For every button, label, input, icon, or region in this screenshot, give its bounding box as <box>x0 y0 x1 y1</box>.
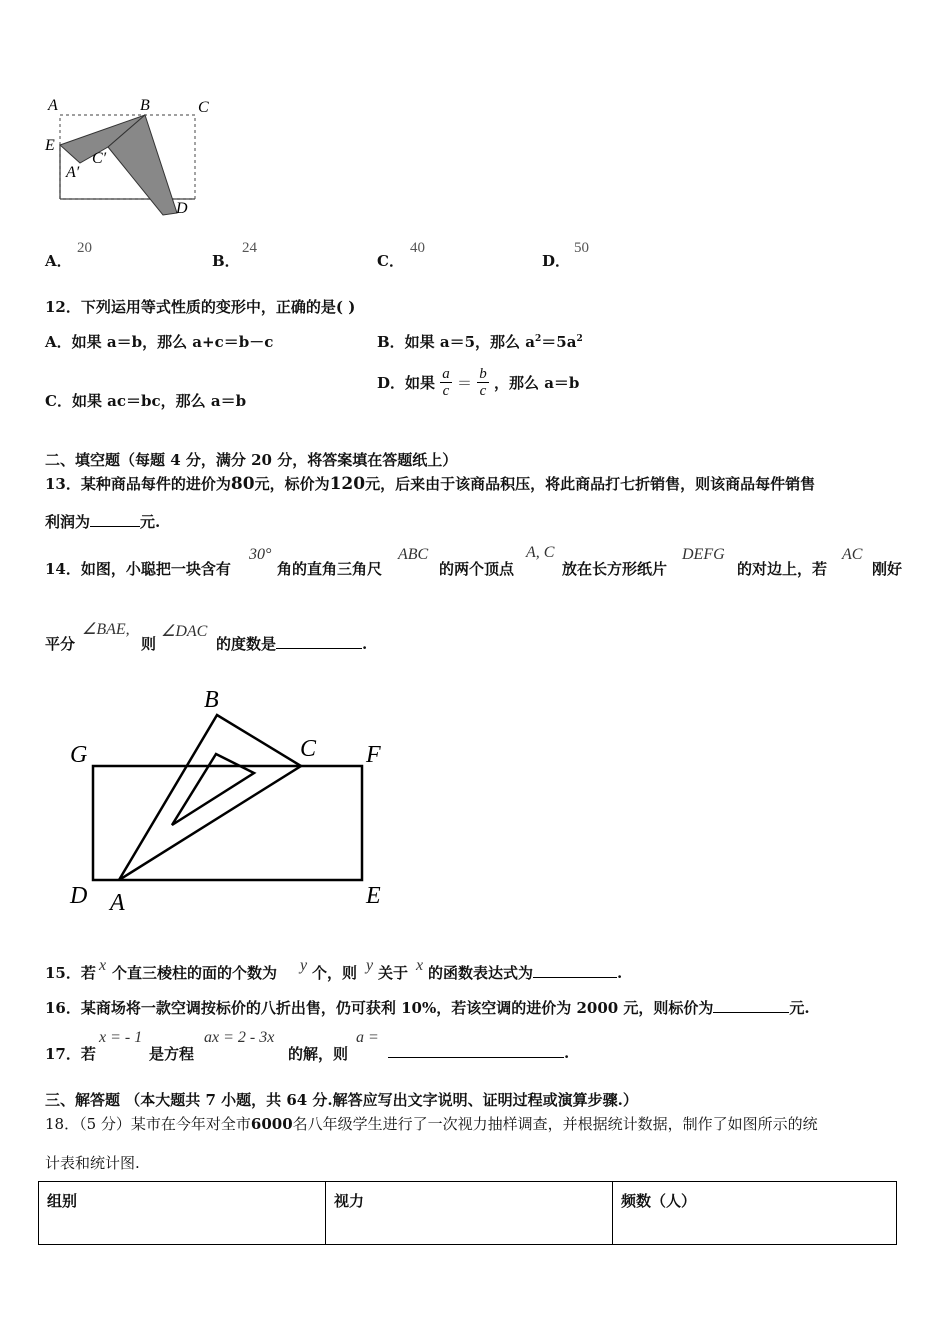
q14-stem-1: 14．如图，小聪把一块含有 <box>45 560 231 578</box>
q17-stem-2: 是方程 <box>149 1045 195 1063</box>
q11-option-a-value: 20 <box>77 240 92 256</box>
q11-option-c[interactable] <box>377 250 404 271</box>
answer-blank[interactable] <box>276 634 362 649</box>
label-B: B <box>204 687 219 713</box>
math-a-c: A, C <box>526 544 555 561</box>
text: 18．（5 分）某市在今年对全市 <box>45 1115 251 1133</box>
q17-stem-3: 的解，则 <box>288 1045 349 1063</box>
q18-line1 <box>45 1113 818 1134</box>
answer-blank[interactable] <box>388 1043 564 1058</box>
label-A: A <box>48 97 58 114</box>
q15-stem-5 <box>428 962 622 983</box>
numerator: b <box>479 366 487 382</box>
label-A-prime: A′ <box>66 164 80 181</box>
fraction-b-over-c <box>477 366 489 399</box>
q12-option-d[interactable] <box>377 366 579 399</box>
q14-stem-2: 角的直角三角尺 <box>277 560 383 578</box>
equals-sign: ＝ <box>456 374 472 392</box>
math-30deg: 30° <box>249 546 272 563</box>
text: 元. <box>789 999 810 1017</box>
option-text: ＝5a <box>541 333 577 351</box>
q14-stem-3: 的两个顶点 <box>439 560 515 578</box>
math-x: x <box>99 957 107 974</box>
answer-blank[interactable] <box>90 512 140 527</box>
text: . <box>617 964 623 982</box>
text: 13．某种商品每件的进价为 <box>45 475 231 493</box>
label-C-prime: C′ <box>92 150 107 167</box>
q14-stem-8: 则 <box>141 635 157 653</box>
denominator: c <box>442 383 450 399</box>
q14-stem-9 <box>216 633 367 654</box>
math-x: x <box>416 957 424 974</box>
q11-option-d-value: 50 <box>574 240 589 256</box>
math-y: y <box>366 957 374 974</box>
label-E: E <box>366 883 381 909</box>
student-count: 6000 <box>250 1115 293 1133</box>
label-D: D <box>70 883 88 909</box>
math-x-eq-neg1: x = - 1 <box>99 1029 143 1046</box>
answer-blank[interactable] <box>713 998 789 1013</box>
numerator: a <box>442 366 450 382</box>
q12-option-a[interactable]: A．如果 a＝b，那么 a+c＝b－c <box>45 333 274 351</box>
denominator: c <box>479 383 487 399</box>
option-key: C． <box>377 252 404 270</box>
rectangle-defg <box>93 766 362 880</box>
option-key: B． <box>212 252 240 270</box>
price-tag: 120 <box>329 474 366 494</box>
q15-stem-3: 个，则 <box>312 964 358 982</box>
q12-option-b[interactable] <box>377 331 583 352</box>
q17-blank <box>388 1043 569 1062</box>
math-equation: ax = 2 - 3x <box>204 1029 275 1046</box>
inner-triangle <box>172 754 254 825</box>
text: 利润为 <box>45 513 91 531</box>
q11-option-c-value: 40 <box>410 240 425 256</box>
label-C: C <box>198 99 209 116</box>
text: 元，后来由于该商品积压，将此商品打七折销售，则该商品每件销售 <box>365 475 816 493</box>
q13-line2 <box>45 511 160 532</box>
q18-line2: 计表和统计图. <box>45 1154 140 1172</box>
q15-stem-4: 关于 <box>378 964 409 982</box>
superscript: 2 <box>535 334 542 344</box>
text: 元. <box>140 513 161 531</box>
triangle-rectangle-figure <box>60 680 400 915</box>
text: . <box>362 635 368 653</box>
math-a-eq: a = <box>356 1029 379 1046</box>
fraction-a-over-c <box>440 366 452 399</box>
section-3-heading: 三、解答题 （本大题共 7 小题，共 64 分.解答应写出文字说明、证明过程或演算步骤.） <box>45 1091 638 1109</box>
q11-option-b[interactable] <box>212 250 240 271</box>
q12-option-c[interactable]: C．如果 ac＝bc，那么 a＝b <box>45 392 247 410</box>
triangle-abc <box>119 715 301 880</box>
label-A: A <box>110 890 125 915</box>
option-text: ，那么 a＝b <box>493 374 580 392</box>
math-abc: ABC <box>398 546 429 563</box>
label-D: D <box>176 200 188 217</box>
math-defg: DEFG <box>682 546 725 563</box>
table-header-row <box>39 1182 897 1245</box>
label-F: F <box>366 742 381 768</box>
price-cost: 80 <box>230 474 255 494</box>
header-vision: 视力 <box>326 1182 613 1245</box>
answer-blank[interactable] <box>533 963 617 978</box>
q14-stem-6: 刚好 <box>872 560 903 578</box>
text: 的度数是 <box>216 635 277 653</box>
option-key: A． <box>45 252 72 270</box>
q11-option-a[interactable] <box>45 250 72 271</box>
q11-option-b-value: 24 <box>242 240 257 256</box>
header-group: 组别 <box>39 1182 326 1245</box>
q15-stem-1: 15．若 <box>45 964 96 982</box>
option-text: B．如果 a＝5，那么 a <box>377 333 535 351</box>
q16-stem <box>45 997 810 1018</box>
q14-stem-5: 的对边上，若 <box>737 560 828 578</box>
label-G: G <box>70 742 88 768</box>
label-E: E <box>45 137 55 154</box>
label-C: C <box>300 736 317 762</box>
section-2-heading: 二、填空题（每题 4 分，满分 20 分，将答案填在答题纸上） <box>45 451 458 469</box>
q14-stem-4: 放在长方形纸片 <box>562 560 668 578</box>
math-ac: AC <box>842 546 863 563</box>
text: 16．某商场将一款空调按标价的八折出售，仍可获利 10%，若该空调的进价为 2000 元，则标价为 <box>45 999 714 1017</box>
superscript: 2 <box>576 334 583 344</box>
text: 的函数表达式为 <box>428 964 534 982</box>
q15-stem-2: 个直三棱柱的面的个数为 <box>112 964 278 982</box>
q17-stem-1: 17．若 <box>45 1045 96 1063</box>
header-frequency: 频数（人） <box>613 1182 897 1245</box>
q13-line1 <box>45 473 815 494</box>
fold-figure <box>40 95 220 225</box>
math-angle-dac: ∠DAC <box>161 623 208 640</box>
label-B: B <box>140 97 150 114</box>
q11-option-d[interactable] <box>542 250 570 271</box>
option-key: D． <box>542 252 571 270</box>
text: 名八年级学生进行了一次视力抽样调查，并根据统计数据，制作了如图所示的统 <box>292 1115 818 1133</box>
vision-table <box>38 1181 897 1245</box>
math-y: y <box>300 957 308 974</box>
math-angle-bae: ∠BAE, <box>82 621 130 638</box>
text: 元，标价为 <box>254 475 330 493</box>
q12-stem: 12．下列运用等式性质的变形中，正确的是( ) <box>45 298 356 316</box>
option-text: D．如果 <box>377 374 436 392</box>
text: . <box>564 1044 570 1062</box>
q14-stem-7: 平分 <box>45 635 76 653</box>
